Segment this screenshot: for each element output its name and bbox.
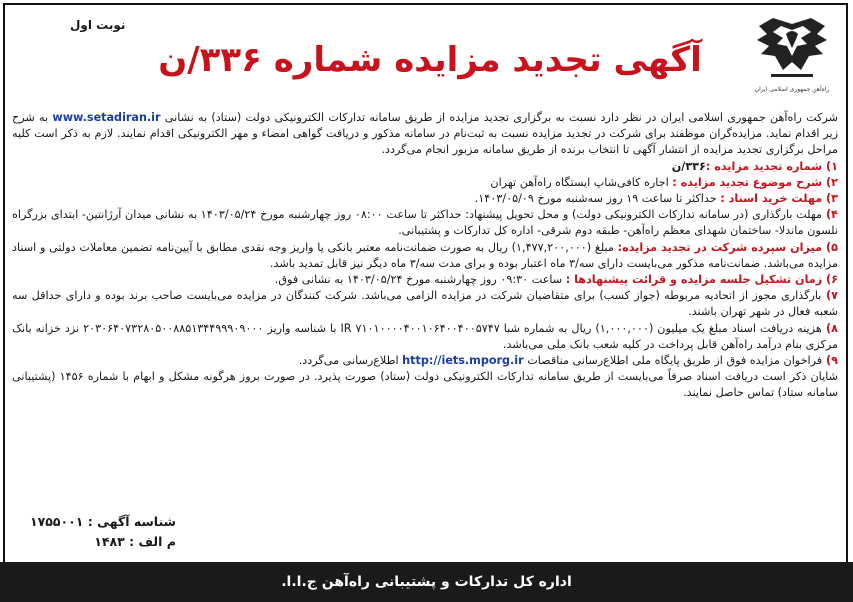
ad-id: شناسه آگهی : ۱۷۵۵۰۰۱ [30,514,176,529]
item-8: ۸) هزینه دریافت اسناد مبلغ یک میلیون (۱,۰۰۰,۰۰۰) ریال به شماره شبا IR ۷۱۰۱۰۰۰۰۴۰۰۱۰۶۴۰۰۴۰۰۵۷۴۷ با شناسه واریز ۲۰۳۰۶۴۰۷۳۲۸۰۵۰۰۸۸۵۱۳۴۴۹۹۹۰۹۰۰۰ نزد خزانه بانک مرکزی بنام درآمد راه‌آهن قابل پرداخت در کلیه شعب بانک ملی می‌باشد. [12,321,838,351]
item-5: ۵) میزان سپرده شرکت در تجدید مزایده: مبلغ (۱,۴۷۷,۲۰۰,۰۰۰) ریال به صورت ضمانت‌نامه معتبر بانکی یا واریز وجه نقدی مطابق با آیین‌نامه تضمین معاملات دولتی و اسناد مزایده می‌باشد. ضمانت‌نامه مذکور می‌بایست دارای سه/۳ ماه اعتبار بوده و برای مدت سه/۳ ماه دیگر نیز قابل تمدید باشد. [12,240,838,270]
item-7: ۷) بارگذاری مجوز از اتحادیه مربوطه (جواز کسب) برای متقاضیان شرکت در مزایده الزامی می‌باشد. شرکت کنندگان در مزایده می‌بایست صاحب برند بوده و دارای حداقل سه شعبه فعال در شهر تهران باشند. [12,289,838,319]
ad-identifiers [30,512,176,552]
notice-body [12,110,838,402]
iets-link[interactable]: http://iets.mporg.ir [402,354,524,368]
round-label: نوبت اول [70,18,126,32]
item-3: ۳) مهلت خرید اسناد : حداکثر تا ساعت ۱۹ روز سه‌شنبه مورخ ۱۴۰۳/۰۵/۰۹. [474,192,838,206]
issuer-bar: اداره کل تدارکات و پشتیبانی راه‌آهن ج.ا.ا. [0,562,853,602]
item-6: ۶) زمان تشکیل جلسه مزایده و قرائت پیشنهادها : ساعت ۰۹:۳۰ روز چهارشنبه مورخ ۱۴۰۳/۰۵/۲۴ به نشانی فوق. [274,273,838,287]
item-1: ۱) شماره تجدید مزایده :۳۳۶/ن [671,159,838,173]
setad-link[interactable]: www.setadiran.ir [52,111,161,124]
item-9: ۹) فراخوان مزایده فوق از طریق پایگاه ملی اطلاع‌رسانی مناقصات http://iets.mporg.ir اطلاع‌رسانی می‌گردد. [298,354,838,368]
logo-caption: راه‌آهن جمهوری اسلامی ایران [754,86,830,93]
intro-paragraph: شرکت راه‌آهن جمهوری اسلامی ایران در نظر دارد نسبت به برگزاری تجدید مزایده از طریق سامانه تدارکات الکترونیکی دولت (ستاد) به نشانی www.setadiran.ir به شرح زیر اقدام نماید. مزایده‌گران موظفند برای شرکت در تجدید مزایده نسبت به ثبت‌نام در سامانه مذکور و دریافت گواهی امضاء و مهر الکترونیکی اقدام نمایند. لازم به ذکر است کلیه مراحل برگزاری تجدید مزایده از انتشار آگهی تا انتخاب برنده از طریق سامانه مزبور انجام می‌گردد. [12,111,838,157]
closing-note: شایان ذکر است دریافت اسناد صرفاً می‌بایست از طریق سامانه تدارکات الکترونیکی دولت (ستاد) صورت پذیرد. در صورت بروز هرگونه مشکل و ابهام با شماره ۱۴۵۶ (پشتیبانی سامانه ستاد) تماس حاصل نمایند. [12,370,838,400]
mim-alef: م الف : ۱۴۸۳ [94,534,176,549]
item-4: ۴) مهلت بارگذاری (در سامانه تدارکات الکترونیکی دولت) و محل تحویل پیشنهاد: حداکثر تا ساعت ۰۸:۰۰ روز چهارشنبه مورخ ۱۴۰۳/۰۵/۲۴ به نشانی میدان آرژانتین- ابتدای بزرگراه نلسون ماندلا- ساختمان شهدای معظم راه‌آهن- طبقه دوم شرقی- اداره کل تدارکات و پشتیبانی. [12,208,839,238]
item-2: ۲) شرح موضوع تجدید مزایده : اجاره کافی‌شاپ ایستگاه راه‌آهن تهران [490,175,838,189]
page-title: آگهی تجدید مزایده شماره ۳۳۶/ن [158,40,702,80]
